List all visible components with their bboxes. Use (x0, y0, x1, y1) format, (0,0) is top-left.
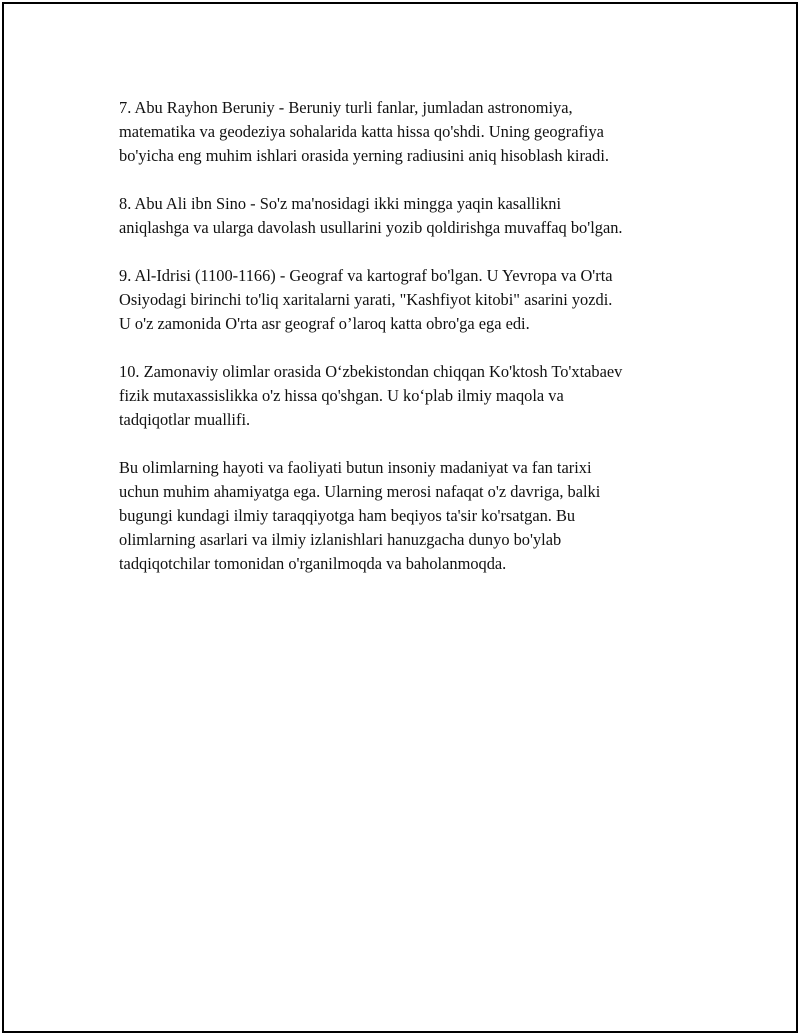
document-page (2, 2, 798, 1033)
paragraph-al-idrisi: 9. Al-Idrisi (1100-1166) - Geograf va kartograf bo'lgan. U Yevropa va O'rta Osiyodagi birinchi to'liq xaritalarni yarati, "Kashfiyot kitobi" asarini yozdi. U o'z zamonida O'rta asr geograf o’laroq katta obro'ga ega edi. (119, 266, 613, 333)
paragraph-modern-scientists: 10. Zamonaviy olimlar orasida O‘zbekistondan chiqqan Ko'ktosh To'xtabaev fizik mutaxassislikka o'z hissa qo'shgan. U ko‘plab ilmiy maqola va tadqiqotlar muallifi. (119, 362, 623, 429)
document-body (119, 96, 699, 600)
paragraph-beruniy: 7. Abu Rayhon Beruniy - Beruniy turli fanlar, jumladan astronomiya, matematika va geodeziya sohalarida katta hissa qo'shdi. Uning geografiya bo'yicha eng muhim ishlari orasida yerning radiusini aniq hisoblash kiradi. (119, 98, 610, 165)
paragraph-ibn-sino: 8. Abu Ali ibn Sino - So'z ma'nosidagi ikki mingga yaqin kasallikni aniqlashga va ularga davolash usullarini yozib qoldirishga muvaffaq bo'lgan. (119, 194, 623, 237)
paragraph-conclusion: Bu olimlarning hayoti va faoliyati butun insoniy madaniyat va fan tarixi uchun muhim ahamiyatga ega. Ularning merosi nafaqat o'z davriga, balki bugungi kundagi ilmiy taraqqiyotga ham beqiyos ta'sir ko'rsatgan. Bu olimlarning asarlari va ilmiy izlanishlari hanuzgacha dunyo bo'ylab tadqiqotchilar tomonidan o'rganilmoqda va baholanmoqda. (119, 458, 601, 573)
